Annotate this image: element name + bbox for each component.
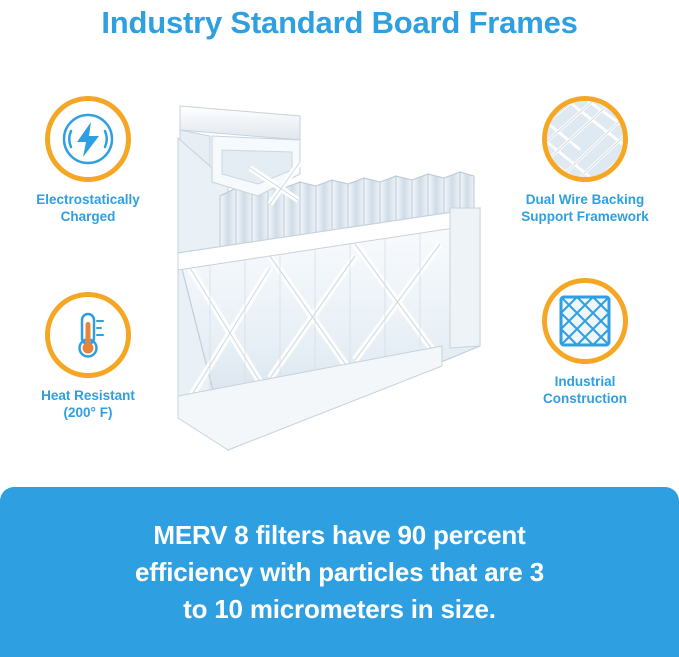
page-title: Industry Standard Board Frames xyxy=(101,5,578,40)
feature-caption-line1: Electrostatically xyxy=(36,192,140,207)
feature-caption-line2: Construction xyxy=(543,391,627,406)
feature-caption-line1: Heat Resistant xyxy=(41,388,135,403)
feature-electrostatically-charged xyxy=(8,96,168,225)
crosshatch-frame-icon xyxy=(557,293,613,349)
feature-icon-ring xyxy=(45,292,131,378)
lightning-bolt-icon xyxy=(62,113,114,165)
filter-illustration xyxy=(150,78,510,478)
merv-banner-line2: efficiency with particles that are 3 xyxy=(135,556,544,587)
wire-mesh-photo-icon xyxy=(547,100,623,178)
feature-caption-line2: Support Framework xyxy=(521,209,649,224)
feature-icon-ring xyxy=(542,96,628,182)
feature-caption-line2: (200° F) xyxy=(63,405,113,420)
feature-caption xyxy=(8,191,168,225)
merv-banner xyxy=(0,487,679,657)
feature-caption xyxy=(505,373,665,407)
feature-caption xyxy=(505,191,665,225)
feature-dual-wire-backing xyxy=(505,96,665,225)
merv-banner-text xyxy=(95,517,584,628)
feature-industrial-construction xyxy=(505,278,665,407)
feature-icon-ring xyxy=(542,278,628,364)
feature-caption-line1: Dual Wire Backing xyxy=(525,192,645,207)
feature-caption-line1: Industrial xyxy=(554,374,616,389)
feature-caption-line2: Charged xyxy=(60,209,116,224)
feature-icon-ring xyxy=(45,96,131,182)
merv-banner-line3: to 10 micrometers in size. xyxy=(183,593,496,624)
feature-caption xyxy=(8,387,168,421)
feature-heat-resistant xyxy=(8,292,168,421)
product-image xyxy=(150,78,510,478)
merv-banner-line1: MERV 8 filters have 90 percent xyxy=(153,519,526,550)
thermometer-icon xyxy=(61,308,115,362)
